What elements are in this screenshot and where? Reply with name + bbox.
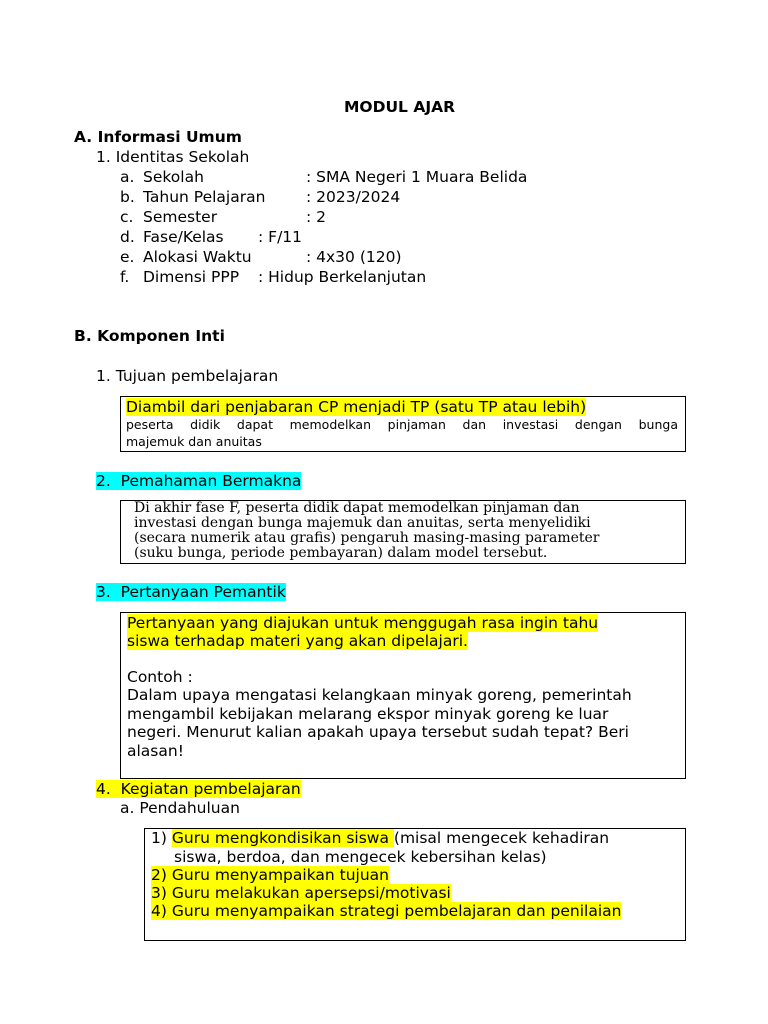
kegiatan-label: Kegiatan pembelajaran	[120, 780, 301, 798]
pemantik-highlight-2: siswa terhadap materi yang akan dipelajari.	[127, 632, 468, 650]
item-letter: a.	[120, 168, 135, 186]
pemahaman-line: Di akhir fase F, peserta didik dapat memodelkan pinjaman dan	[134, 500, 580, 516]
identitas-sekolah-label: 1. Identitas Sekolah	[96, 148, 250, 166]
step-highlight: Guru menyampaikan tujuan	[171, 866, 389, 884]
tujuan-text-line1: peserta didik dapat memodelkan pinjaman dan investasi dengan bunga	[126, 417, 678, 432]
item-label: Sekolah	[143, 168, 204, 186]
step-num: 1)	[151, 829, 167, 847]
kegiatan-heading	[96, 779, 301, 799]
item-value: : 4x30 (120)	[306, 248, 402, 266]
step-item	[151, 829, 609, 847]
pemahaman-line: (secara numerik atau grafis) pengaruh masing-masing parameter	[134, 530, 600, 546]
item-label: Dimensi PPP	[143, 268, 240, 286]
pemantik-label: Pertanyaan Pemantik	[120, 583, 286, 601]
item-value: : SMA Negeri 1 Muara Belida	[306, 168, 528, 186]
step-item	[151, 884, 451, 902]
section-a-heading: A. Informasi Umum	[74, 128, 242, 146]
item-value: : F/11	[258, 228, 303, 246]
section-b-heading: B. Komponen Inti	[74, 327, 225, 345]
pemahaman-box	[120, 500, 686, 564]
pemantik-line: mengambil kebijakan melarang ekspor minyak goreng ke luar	[127, 705, 609, 723]
step-num: 4)	[151, 902, 167, 920]
item-letter: c.	[120, 208, 134, 226]
pemantik-heading	[96, 582, 286, 602]
step-highlight: Guru menyampaikan strategi pembelajaran dan penilaian	[171, 902, 622, 920]
pendahuluan-box	[144, 828, 686, 941]
step-highlight: Guru mengkondisikan siswa	[171, 829, 394, 847]
step-num: 3)	[151, 884, 167, 902]
item-letter: e.	[120, 248, 135, 266]
item-letter: d.	[120, 228, 135, 246]
pemahaman-label: Pemahaman Bermakna	[120, 472, 302, 490]
pemantik-contoh: Contoh :	[127, 668, 193, 686]
pemahaman-line: (suku bunga, periode pembayaran) dalam model tersebut.	[134, 545, 548, 561]
item-label: Alokasi Waktu	[143, 248, 252, 266]
step-item	[151, 902, 621, 920]
pemantik-line: negeri. Menurut kalian apakah upaya tersebut sudah tepat? Beri	[127, 723, 629, 741]
step-num: 2)	[151, 866, 167, 884]
kegiatan-num: 4.	[96, 780, 111, 798]
page-title: MODUL AJAR	[344, 98, 456, 116]
step-continuation: siswa, berdoa, dan mengecek kebersihan kelas)	[174, 848, 547, 866]
pemahaman-line: investasi dengan bunga majemuk dan anuitas, serta menyelidiki	[134, 515, 591, 531]
pemantik-num: 3.	[96, 583, 111, 601]
tujuan-label: 1. Tujuan pembelajaran	[96, 367, 279, 385]
item-value: : 2023/2024	[306, 188, 401, 206]
pemantik-box	[120, 612, 686, 779]
item-letter: b.	[120, 188, 135, 206]
pemahaman-heading	[96, 471, 301, 491]
item-value: : 2	[306, 208, 327, 226]
item-letter: f.	[120, 268, 130, 286]
pemantik-line: alasan!	[127, 742, 184, 760]
item-label: Tahun Pelajaran	[143, 188, 266, 206]
step-highlight: Guru melakukan apersepsi/motivasi	[171, 884, 451, 902]
pendahuluan-label: a. Pendahuluan	[120, 799, 240, 817]
tujuan-box	[120, 396, 686, 452]
tujuan-highlight: Diambil dari penjabaran CP menjadi TP (satu TP atau lebih)	[126, 398, 587, 416]
item-value: : Hidup Berkelanjutan	[258, 268, 427, 286]
step-rest: (misal mengecek kehadiran	[393, 829, 610, 847]
step-item	[151, 866, 389, 884]
tujuan-text-line2: majemuk dan anuitas	[126, 434, 262, 449]
item-label: Semester	[143, 208, 218, 226]
pemahaman-num: 2.	[96, 472, 111, 490]
pemantik-highlight-1: Pertanyaan yang diajukan untuk menggugah rasa ingin tahu	[127, 614, 599, 632]
pemantik-line: Dalam upaya mengatasi kelangkaan minyak goreng, pemerintah	[127, 686, 632, 704]
item-label: Fase/Kelas	[143, 228, 224, 246]
